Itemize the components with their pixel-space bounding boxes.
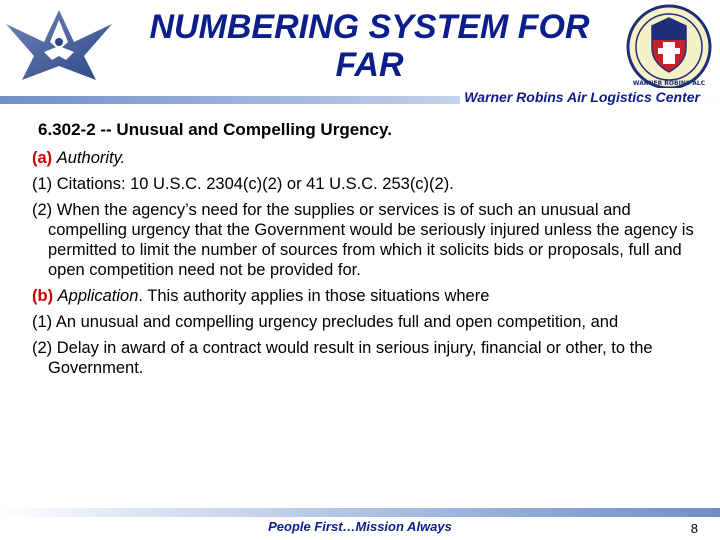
svg-text:WARNER ROBINS ALC: WARNER ROBINS ALC <box>632 80 706 87</box>
label-b: Application <box>57 287 139 305</box>
footer-divider <box>0 508 720 517</box>
marker-a: (a) <box>32 149 53 167</box>
slide-body <box>32 120 700 384</box>
paragraph-a2: (2) When the agency’s need for the supplies or services is of such an unusual and compelling urgency that the Government would be seriously injured unless the agency is permitted to limit the number of sources from which it solicits bids or proposals, full and open competition need not be provided for. <box>32 201 694 279</box>
section-heading: 6.302-2 -- Unusual and Compelling Urgency. <box>38 120 392 139</box>
air-force-symbol-icon <box>4 6 114 84</box>
page-number: 8 <box>690 521 698 536</box>
warner-robins-seal-icon <box>624 4 714 90</box>
slide-title: NUMBERING SYSTEM FOR FAR <box>149 8 590 84</box>
marker-b: (b) <box>32 287 54 305</box>
label-a: Authority. <box>56 149 126 167</box>
paragraph-b2: (2) Delay in award of a contract would result in serious injury, financial or other, to the Government. <box>32 339 653 377</box>
footer-motto: People First…Mission Always <box>268 519 452 534</box>
paragraph-b1: (1) An unusual and compelling urgency precludes full and open competition, and <box>32 313 619 331</box>
paragraph-a1: (1) Citations: 10 U.S.C. 2304(c)(2) or 41 U.S.C. 253(c)(2). <box>32 175 454 193</box>
paragraph-b <box>32 286 700 306</box>
organization-name: Warner Robins Air Logistics Center <box>460 88 704 106</box>
paragraph-a <box>32 148 700 168</box>
text-b: . This authority applies in those situations where <box>138 287 490 305</box>
